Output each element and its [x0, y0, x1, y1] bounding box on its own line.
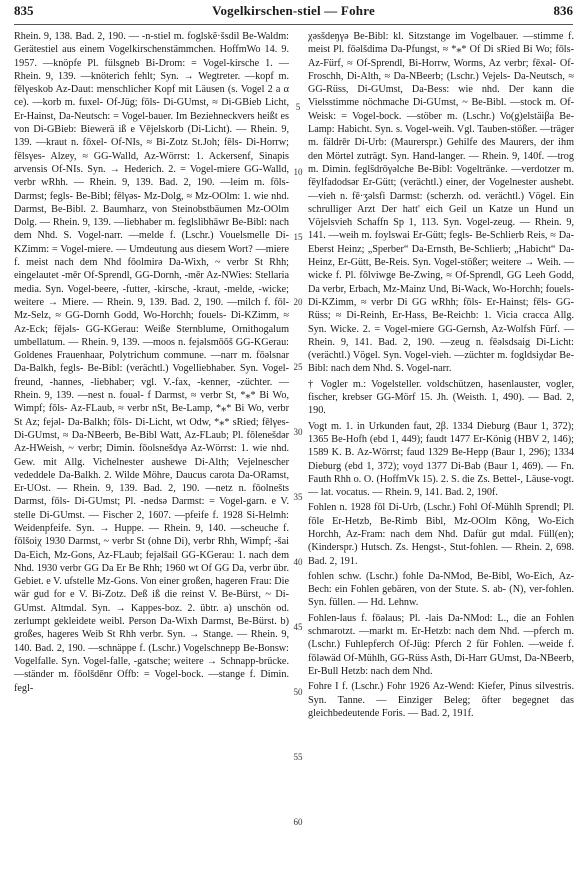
line-number: 5 [295, 102, 301, 112]
left-column-text: Rhein. 9, 138. Bad. 2, 190. — -n-stiel m. foglskĕ·šsdil Be-Waldm: Gerätestiel aus einem Vogelkirschenstämmchen. HoffmWo 14. 9. 1957. —knöpfe Pl. fülsgneb Bi-Drom: = Vogel-kirsche 1. — Rhein. 9, 139. —knöterich fehlt; Syn. → Wegtreter. —kopf m. fēlγeskob Az-Daut: menschlicher Kopf mit Läusen (s. Vogel 2 a α ce). —korb m. fuxel- Of-Jüg; fōls- Di-GUmst, ≈ Di-GBieb Licht, Er-Hainst, Da-Neutsch: = Vogel-bauer. Im Beziehneckvers heißt es von Di-GBieb: Biewerä iß e Vējelskorb (Di-Licht). — Rhein. 9, 139. —kraut n. fōxel- Of-NIs, ≈ Bi-Zotz St.Joh; fēls- Di-Horrw; fēlsγes- Alzey, ≈ GG-Walld, Az-Wörrst: 1. Ackersenf, Sinapis arvensis Of-NIs. Syn. → Hederich. 2. = Vogel-miere GG-Walld, verbr wRhh. — Rhein. 9, 139. Bad. 2, 190. —leim m. fōls- Darmst; fegls- Be-Bibl; fēlγəs- Mz-Dolg, ≈ Mz-OOlm: 1. wie nhd. Darmst, Be-Bibl. 2. Baumharz, von Steinobstbäumen Mz-OOlm Dolg. — Rhein. 9, 139. —liebhaber m. feglslibhāwr Be-Bibl: nach dem Nhd. S. Vogel-narr. —melde f. (Lschr.) Vouelsmelle Di-KZimm: = Vogel-miere. — Umdeutung aus diesem Wort? —miere f. meist nach dem Nhd fōolmirə Da-Wixh, ~ verbr St Rhh; eingelautet -mēr Of-Sprendl, GG-Dornh, -mēr Az-NWies: Stellaria media. Syn. Vogel-beere, -futter, -kirsche, -kraut, -melde, -wicke; weitere → Miere. — Rhein. 9, 139. Bad. 2, 190. —milch f. fōl- Mz-Selz, ≈ GG-Dornh Godd, Wo-Horchh; fouels- Di-KZimm, ≈ Az-Eck; fējəls- GG-KGerau: Weiße Sternblume, Ornithogalum umbellatum. — Rhein. 9, 139. —moos n. fejəlsmōōš GG-KGerau: Goldenes Frauenhaar, Polytrichum commune. —narr m. fōəlsnar Da-Balkh, fegls- Be-Bibl: (verächtl.) Vogelliebhaber. Syn. Vogel-freund, -hannes, -liebhaber; vgl. V.-fax, -kenner, -züchter. — Rhein. 9, 139. —nest n. fouəl- f Darmst, ≈ verbr St, *⁎* Bi Wo, Wimpf; fōls- Az-FLaub, ≈ verbr nSt, Be-Lamp, *⁎* Bi Wo, verbr St Az; fejəl- Da-Balkh; fōls- Di-Licht, wt Odw, *⁎* sRied; fēlγes- Di-GUmst, ≈ Da-NBeerb, Be-Bibl Watt, Az-FLaub; Pl. fōlenešdər Az-HWeish, ~ verbr; Dimin. fōolsnešdγə Az-Wörrst: 1. wie nhd. Gew. mit Allg. Vichelnester aushewe Di-Alth; Vejelnescher vededdele Da-Balkh. 2. Wilde Möhre, Daucus carota Da-ORamst, Er-UOst. — Rhein. 9, 139. Bad. 2, 190. —netz n. fōolnešts Darmst, fōls- Di-GUmst; Pl. -nedsə Darmst: = Vogel-garn. e V. stelle Di-GUmst. — Fischer 2, 1607. —pfeife f. 1928 Si-Helmh: Weidenpfeife. Syn. → Huppe. — Rhein. 9, 140. —scheuche f. fōlšoiχ 1930 Darmst, ~ verbr St (ohne Di), verbr Rhh, Wimpf; -šai Da-Eich, Mz-Gons, Az-FLaub; fejəlšail GG-KGerau: 1. nach dem Nhd. 1930 verbr GG Da Er Be Rhh; 1960 wt Of GG Da, verbr übr. Gebiet. e V. ufstelle Mz-Gons. Von einer großen, hageren Frau: Die wär gud for e V. Bi-Zotz. Deß iß die reinst V. Be-Bürst, ~ Di-GUmst. Altmdal. Syn. → Kappes-boz. 2. übtr. a) unschön od. zerlumpt gekleidete weibl. Person Da-Wixh Darmst, Be-Bürst. b) großes, hageres Weib St Rhh verbr. Syn. → Stange. — Rhein. 9, 140. Bad. 2, 190. —schnäppe f. (Lschr.) Vogelschnepp Be-Bonsw: Vogelfalle. Syn. Vogel-falle, -gatsche; weitere → Schnapp-brücke. —ständer m. fōolšdēnr Offb: = Vogel-bock. —stange f. Dimin. fegl- [14, 31, 289, 694]
entry-fohlen-noun: Fohlen n. 1928 fōl Di-Urb, (Lschr.) Fohl Of-Mühlh Sprendl; Pl. fōle Er-Hetzb, Be-Rimb Bibl, Mz-OOlm Kōng, Wo-Eich Horchh, Az-Fram: nach dem Nhd. Dafür gut mdal. Füll(en); (Kinderspr.) Hutsch. Zs. Hengst-, Stut-fohlen. — Rhein. 2, 698. Bad. 2, 191. [308, 502, 574, 567]
line-number: 30 [293, 427, 303, 437]
line-number: 20 [293, 297, 303, 307]
line-number: 60 [293, 817, 303, 827]
line-number: 55 [293, 752, 303, 762]
left-column [14, 30, 289, 695]
line-number: 15 [293, 232, 303, 242]
line-number: 10 [293, 167, 303, 177]
page-header [14, 3, 573, 23]
entry-fohlen-laus: Fohlen-laus f. fōəlaus; Pl. -lais Da-NMod: L., die an Fohlen schmarotzt. —markt m. Er-Hetzb: nach dem Nhd. —pferch m. (Lschr.) Fuhlepferch Of-Jüg: Pferch 2 für Fohlen. —weide f. fōləwäd Of-Mühlh, GG-Rüss Asth, Di-Harr GUmst, Da-NBeerb, Er-Bull Hetzb: nach dem Nhd. [308, 612, 574, 677]
left-page-number: 835 [14, 3, 34, 18]
entry-fohre: Fohre I f. (Lschr.) Fohr 1926 Az-Wend: Kiefer, Pinus silvestris. Syn. Tanne. — Einziger Beleg; öfter begegnet das gleichbedeutende Foris. — Bad. 2, 191f. [308, 681, 574, 719]
right-column [308, 30, 574, 720]
line-number: 25 [293, 362, 303, 372]
entry-vogler: † Vogler m.: Vogelsteller. voldschützen, hasenlauster, vogler, fischer, krebser GG-Mörf 15. Jh. (Weisth. 1, 490). — Bad. 2, 190. [308, 378, 574, 417]
header-rule [14, 24, 573, 25]
entry-vogelkirschen-continued: χəsšdeŋγə Be-Bibl: kl. Sitzstange im Vogelbauer. —stimme f. meist Pl. fōəlšdimə Da-Pfungst, ≈ *⁎* Of Di sRied Bi Wo; fōls- Az-Fürf, ≈ Of-Sprendl, Bi-Horrw, Worms, Az verbr; fēxəl- Of-Froschh, Di-Alth, ≈ Da-NBeerb; (Lschr.) Vejels- Da-Neutsch, ≈ GG-Rüss, Di-GUmst, Da-Bess: wie nhd. Der kann die Vielsstimme nöchmache Di-GUmst, ~ Be-Bibl. —stock m. Of-Weisk: = Vogel-bock. —stöber m. (Lschr.) Vo(g)elstäiβa Be-Lamp: Habicht. Syn. s. Vogel-weih. Vgl. Tauben-stößer. —träger m. fäldrēr Di-Urb: (Maurerspr.) Gehilfe des Maurers, der ihm den Mörtel zuträgt. Syn. Hand-langer. — Rhein. 9, 140f. —trog m. Dimin. fegls̆drōγəlche Be-Bibl: Vogeltränke. —verdotzer m. fēylfadodsər Er-Gütt; (verächtl.) einer, der Vogelnester aushebt. —vieh n. fē·ʒəlsfi Darmst: (scherzh. od. verächtl.) Vögel. Ein schrulliger Arzt Der hatt' eich Geil un Katze un Hund un Vöjelsvieh Schaffn Sp 1, 113. Syn. Vogel-zeug. — Rhein. 9, 141. —weih m. foylswai Er-Gütt; fegls- Be-Schlierb Reis, ≈ Da-Eberst Heinz; „Sperber“ Da-Ernsth, Be-Schlierb; „Habicht“ Da-Heinz, Er-Gütt, Be-Reis. Syn. Vogel-stößer; weitere → Weih. —wicke f. Pl. fōlviwge Be-Zwing, ≈ Of-Sprendl, GG Leeh Godd, Da verbr, Erbach, Mz-Mainz Und, Bi-Wack, Wo-Horchh; fouels- Di-KZimm, ≈ verbr Di GG wRhh; fōls- Er-Hainst; fēls- GG-Rüss; ≈ Di-Reinh, Er-Hass, Be-Reichb: 1. Vicia cracca Allg. Syn. Wicke. 2. = Vogel-miere GG-Gernsh, Az-Wolfsh Fürf. — Rhein. 9, 141. Bad. 2, 190. —zeug n. fēəlsdsaig Di-Licht: (verächtl.) Vögel. Syn. Vogel-vieh. —züchter m. fogldsiχdər Be-Bibl: nach dem Nhd. S. Vogel-narr. [308, 31, 574, 375]
line-number: 40 [293, 557, 303, 567]
entry-fohlen-verb: fohlen schw. (Lschr.) fohle Da-NMod, Be-Bibl, Wo-Eich, Az-Bech: ein Fohlen gebären, von der Stute. S. ab- (N), ver-fohlen. Syn. füllen. — Hd. Lehnw. [308, 570, 574, 609]
line-number: 35 [293, 492, 303, 502]
entry-vogt: Vogt m. 1. in Urkunden faut, 2β. 1334 Dieburg (Baur 1, 372); 1365 Be-Hofh (ebd 1, 449); faudt 1477 Er-König (HBV 2, 146); 1589 K. B. Az-Wörrst; faud 1329 Be-Hepp (Baur 1, 296); 1334 Dieburg (ebd 1, 372); voyd 1377 Di-Bab (Baur 1, 469). — Fn. Fauth Rhh o. O. (HoffmVk 15). 2. S. die Zs. Bettel-, Läuse-vogt. — lat. vocatus. — Rhein. 9, 141. Bad. 2, 190f. [308, 420, 574, 499]
line-number: 45 [293, 622, 303, 632]
running-title: Vogelkirschen-stiel — Fohre [212, 3, 375, 18]
line-number: 50 [293, 687, 303, 697]
right-page-number: 836 [553, 3, 573, 18]
